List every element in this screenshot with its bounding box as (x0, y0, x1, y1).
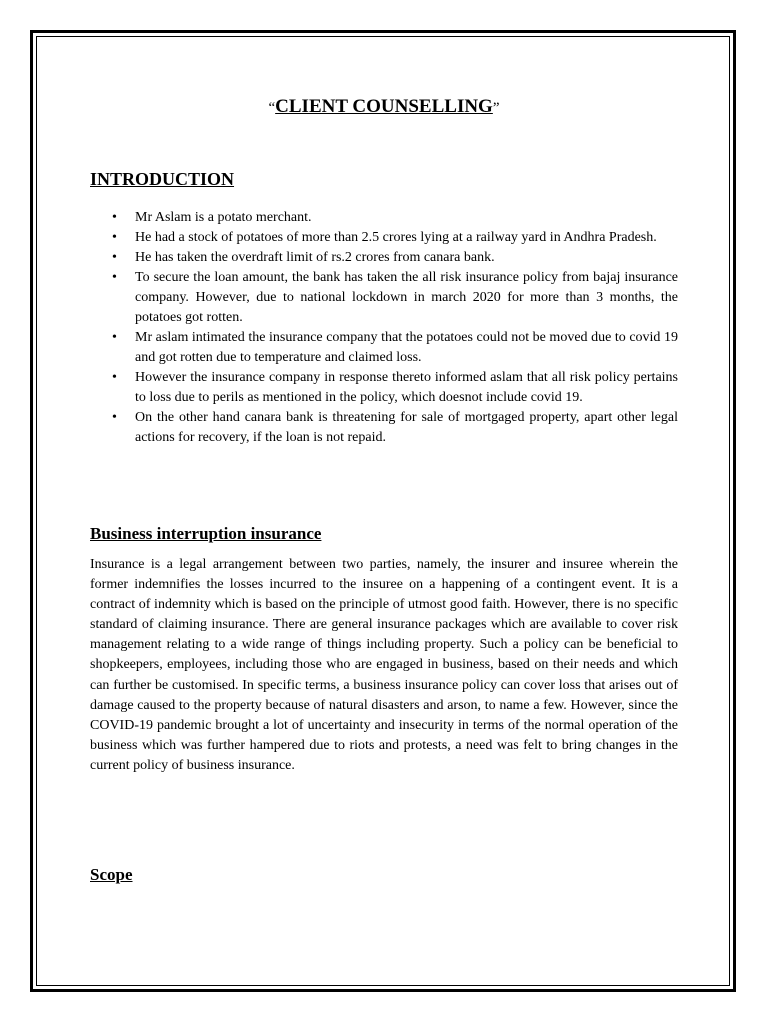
bullet-text: Mr Aslam is a potato merchant. (135, 210, 312, 225)
bullet-item (90, 208, 678, 228)
bullet-icon: • (112, 370, 117, 385)
title-text: CLIENT COUNSELLING (275, 96, 493, 117)
bullet-item (90, 328, 678, 368)
bullet-icon: • (112, 250, 117, 265)
document-title (90, 94, 678, 121)
bullet-text: He has taken the overdraft limit of rs.2 crores from canara bank. (135, 250, 495, 265)
bullet-icon: • (112, 410, 117, 425)
business-interruption-paragraph: Insurance is a legal arrangement between two parties, namely, the insurer and insuree wherein the former indemnifies the losses incurred to the insuree on a happening of a contingent event. It is a contract of indemnity which is based on the principle of utmost good faith. However, there is no specific standard of claiming insurance. There are general insurance packages which are available to cover risk management relating to a wide range of things including property. Such a policy can be beneficial to shopkeepers, employees, including those who are engaged in business, based on their needs and which can further be customised. In specific terms, a business insurance policy can cover loss that arises out of damage caused to the property because of natural disasters and arson, to name a few. However, since the COVID-19 pandemic brought a lot of uncertainty and insecurity in terms of the normal operation of the business which was further hampered due to riots and protests, a need was felt to bring changes in the current policy of business insurance. (90, 557, 678, 773)
bullet-text: He had a stock of potatoes of more than 2.5 crores lying at a railway yard in Andhra Pradesh. (135, 230, 657, 245)
bullet-text: On the other hand canara bank is threatening for sale of mortgaged property, apart other legal actions for recovery, if the loan is not repaid. (135, 410, 678, 445)
introduction-bullet-list (90, 208, 678, 448)
title-open-quote: “ (268, 100, 276, 116)
introduction-heading: INTRODUCTION (90, 169, 235, 189)
bullet-icon: • (112, 270, 117, 285)
bullet-item (90, 228, 678, 248)
bullet-item (90, 268, 678, 328)
scope-heading: Scope (90, 865, 133, 884)
bullet-text: To secure the loan amount, the bank has taken the all risk insurance policy from bajaj insurance company. However, due to national lockdown in march 2020 for more than 3 months, the potatoes got rotten. (135, 270, 678, 325)
bullet-item (90, 368, 678, 408)
bullet-icon: • (112, 230, 117, 245)
bullet-item (90, 408, 678, 448)
bullet-text: Mr aslam intimated the insurance company that the potatoes could not be moved due to covid 19 and got rotten due to temperature and claimed loss. (135, 330, 678, 365)
bullet-text: However the insurance company in response thereto informed aslam that all risk policy pertains to loss due to perils as mentioned in the policy, which doesnot include covid 19. (135, 370, 678, 405)
bullet-icon: • (112, 330, 117, 345)
business-interruption-heading: Business interruption insurance (90, 524, 322, 543)
bullet-icon: • (112, 210, 117, 225)
bullet-item (90, 248, 678, 268)
title-close-quote: ” (492, 100, 500, 116)
